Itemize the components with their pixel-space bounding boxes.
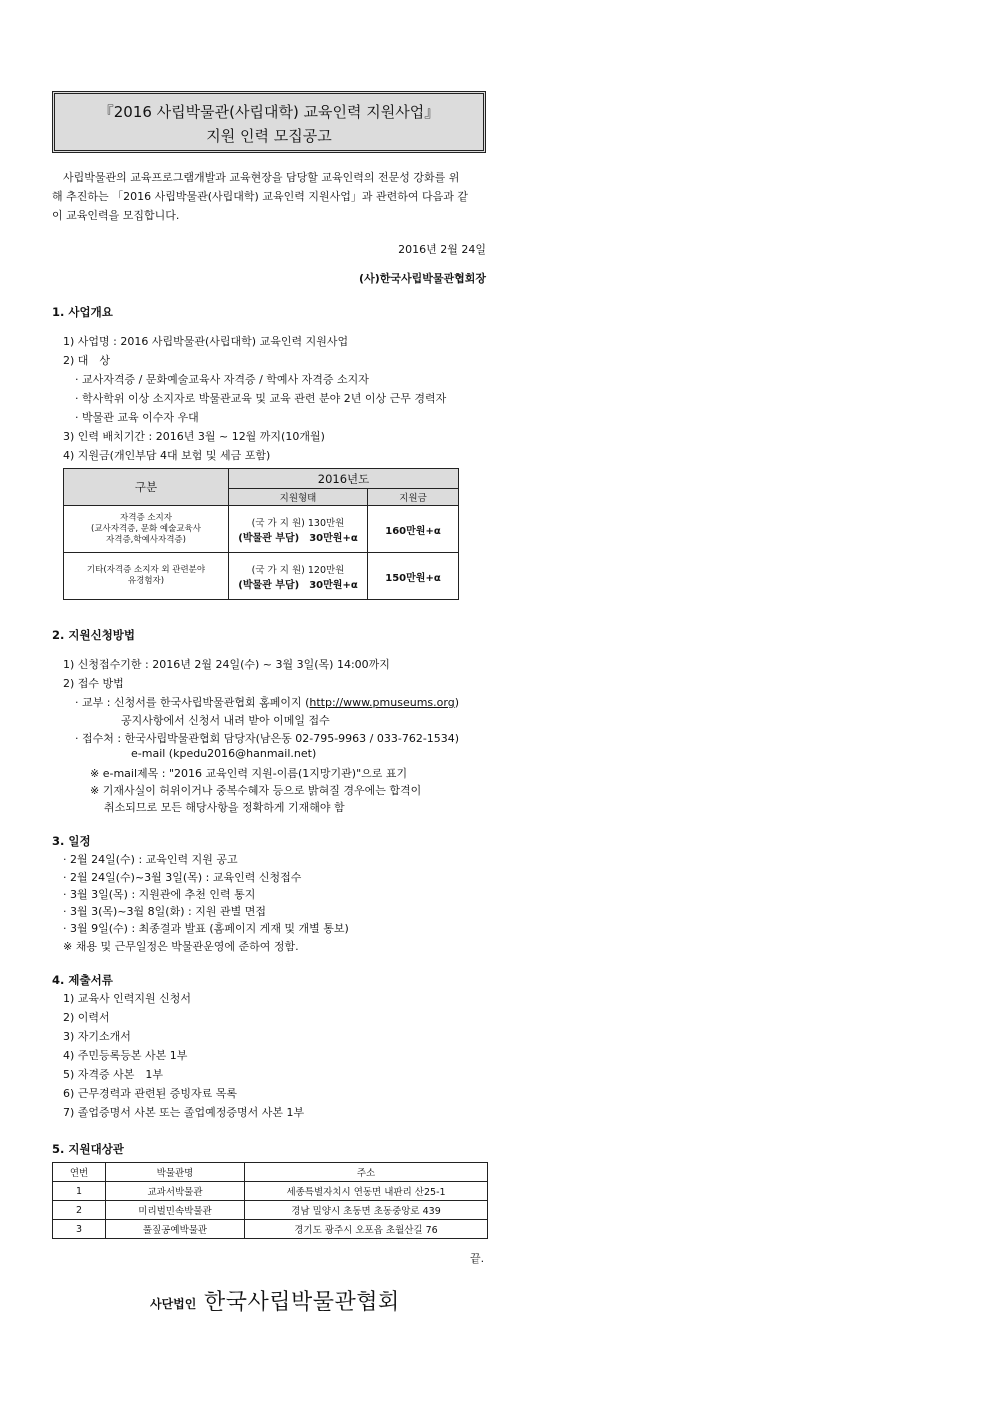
section-heading-museums: 5. 지원대상관 (52, 1142, 124, 1156)
table-cell: 경남 밀양시 초동면 초동중앙로 439 (245, 1201, 488, 1220)
section-heading-documents: 4. 제출서류 (52, 973, 113, 987)
list-item: 6) 근무경력과 관련된 증빙자료 목록 (63, 1087, 238, 1100)
list-item: 4) 주민등록등본 사본 1부 (63, 1049, 188, 1062)
table-header: 주소 (245, 1163, 488, 1182)
list-item: 1) 사업명 : 2016 사립박물관(사립대학) 교육인력 지원사업 (63, 335, 349, 348)
table-cell: 경기도 광주시 오포읍 초월산길 76 (245, 1220, 488, 1239)
org-name: 한국사립박물관협회 (204, 1290, 400, 1315)
list-item: 7) 졸업증명서 사본 또는 졸업예정증명서 사본 1부 (63, 1106, 305, 1119)
table-header: 구분 (64, 469, 229, 506)
list-item: 3) 인력 배치기간 : 2016년 3월 ~ 12월 까지(10개월) (63, 430, 325, 443)
intro-paragraph (52, 168, 486, 225)
list-item: 공지사항에서 신청서 내려 받아 이메일 접수 (121, 714, 330, 727)
list-item: · 학사학위 이상 소지자로 박물관교육 및 교육 관련 분야 2년 이상 근무 경력자 (75, 392, 447, 405)
list-item: 5) 자격증 사본 1부 (63, 1068, 164, 1081)
notice-title-box (52, 91, 486, 153)
note: 취소되므로 모든 해당사항을 정확하게 기재해야 함 (104, 801, 345, 814)
table-header: 2016년도 (229, 469, 459, 489)
funding-table (63, 468, 459, 600)
list-item: · 접수처 : 한국사립박물관협회 담당자(남은동 02-795-9963 / 033-762-1534) (75, 732, 460, 745)
org-prefix: 사단법인 (150, 1297, 197, 1311)
section-heading-application: 2. 지원신청방법 (52, 628, 136, 642)
list-item: · 3월 9일(수) : 최종결과 발표 (홈페이지 게재 및 개별 통보) (63, 922, 349, 935)
table-cell: 160만원+α (368, 506, 459, 553)
end-mark: 끝. (470, 1252, 485, 1265)
list-item: · 2월 24일(수)~3월 3일(목) : 교육인력 신청접수 (63, 871, 302, 884)
list-item: 2) 접수 방법 (63, 677, 124, 690)
table-header: 연번 (53, 1163, 106, 1182)
list-item: · 3월 3일(목) : 지원관에 추천 인력 통지 (63, 888, 256, 901)
notice-issuer: (사)한국사립박물관협회장 (359, 272, 486, 285)
list-item: · 2월 24일(수) : 교육인력 지원 공고 (63, 853, 238, 866)
table-row (53, 1182, 488, 1201)
table-cell: 1 (53, 1182, 106, 1201)
table-cell: 150만원+α (368, 553, 459, 600)
table-row (53, 1220, 488, 1239)
table-cell: 세종특별자치시 연동면 내판리 산25-1 (245, 1182, 488, 1201)
museum-table (52, 1162, 488, 1239)
table-cell: 자격증 소지자 (교사자격증, 문화 예술교육사 자격증,학예사자격증) (64, 506, 229, 553)
notice-date: 2016년 2월 24일 (398, 243, 486, 256)
notice-subtitle: 지원 인력 모집공고 (206, 127, 332, 145)
list-item: · 박물관 교육 이수자 우대 (75, 411, 199, 424)
table-cell: 교과서박물관 (106, 1182, 245, 1201)
list-item: 4) 지원금(개인부담 4대 보험 및 세금 포함) (63, 449, 271, 462)
intro-line: 이 교육인력을 모집합니다. (52, 209, 180, 222)
table-cell: 2 (53, 1201, 106, 1220)
table-cell: (국 가 지 원) 120만원 (박물관 부담) 30만원+α (229, 553, 368, 600)
table-cell: 기타(자격증 소지자 외 관련분야 유경험자) (64, 553, 229, 600)
list-item: 3) 자기소개서 (63, 1030, 131, 1043)
table-cell: 3 (53, 1220, 106, 1239)
section-heading-overview: 1. 사업개요 (52, 305, 113, 319)
table-row (53, 1201, 488, 1220)
list-item: 1) 교육사 인력지원 신청서 (63, 992, 192, 1005)
intro-line: 사립박물관의 교육프로그램개발과 교육현장을 담당할 교육인력의 전문성 강화를 위 (52, 171, 460, 184)
list-item: 2) 이력서 (63, 1011, 110, 1024)
table-cell: 풀짚공예박물관 (106, 1220, 245, 1239)
section-heading-schedule: 3. 일정 (52, 834, 91, 848)
homepage-link[interactable]: http://www.pmuseums.org (309, 696, 455, 709)
table-row (64, 553, 459, 600)
table-cell: (국 가 지 원) 130만원 (박물관 부담) 30만원+α (229, 506, 368, 553)
intro-line: 해 추진하는 「2016 사립박물관(사립대학) 교육인력 지원사업」과 관련하여 다음과 같 (52, 190, 468, 203)
notice-title: 『2016 사립박물관(사립대학) 교육인력 지원사업』 (98, 103, 440, 121)
list-item: 2) 대 상 (63, 354, 111, 367)
list-item: · 3월 3(목)~3월 8일(화) : 지원 관별 면접 (63, 905, 266, 918)
table-header: 지원금 (368, 489, 459, 506)
table-header: 박물관명 (106, 1163, 245, 1182)
list-item: e-mail (kpedu2016@hanmail.net) (131, 747, 317, 760)
list-item: · 교부 : 신청서를 한국사립박물관협회 홈페이지 (http://www.pmuseums.org) (75, 696, 459, 709)
table-header: 지원형태 (229, 489, 368, 506)
note: ※ 기재사실이 허위이거나 중복수혜자 등으로 밝혀질 경우에는 합격이 (90, 784, 422, 797)
note: ※ 채용 및 근무일정은 박물관운영에 준하여 정함. (63, 940, 299, 953)
note: ※ e-mail제목 : "2016 교육인력 지원-이름(1지망기관)"으로 표기 (90, 767, 408, 780)
list-item: · 교사자격증 / 문화예술교육사 자격증 / 학예사 자격증 소지자 (75, 373, 369, 386)
table-cell: 미리벌민속박물관 (106, 1201, 245, 1220)
list-item: 1) 신청접수기한 : 2016년 2월 24일(수) ~ 3월 3일(목) 14:00까지 (63, 658, 390, 671)
table-row (64, 506, 459, 553)
